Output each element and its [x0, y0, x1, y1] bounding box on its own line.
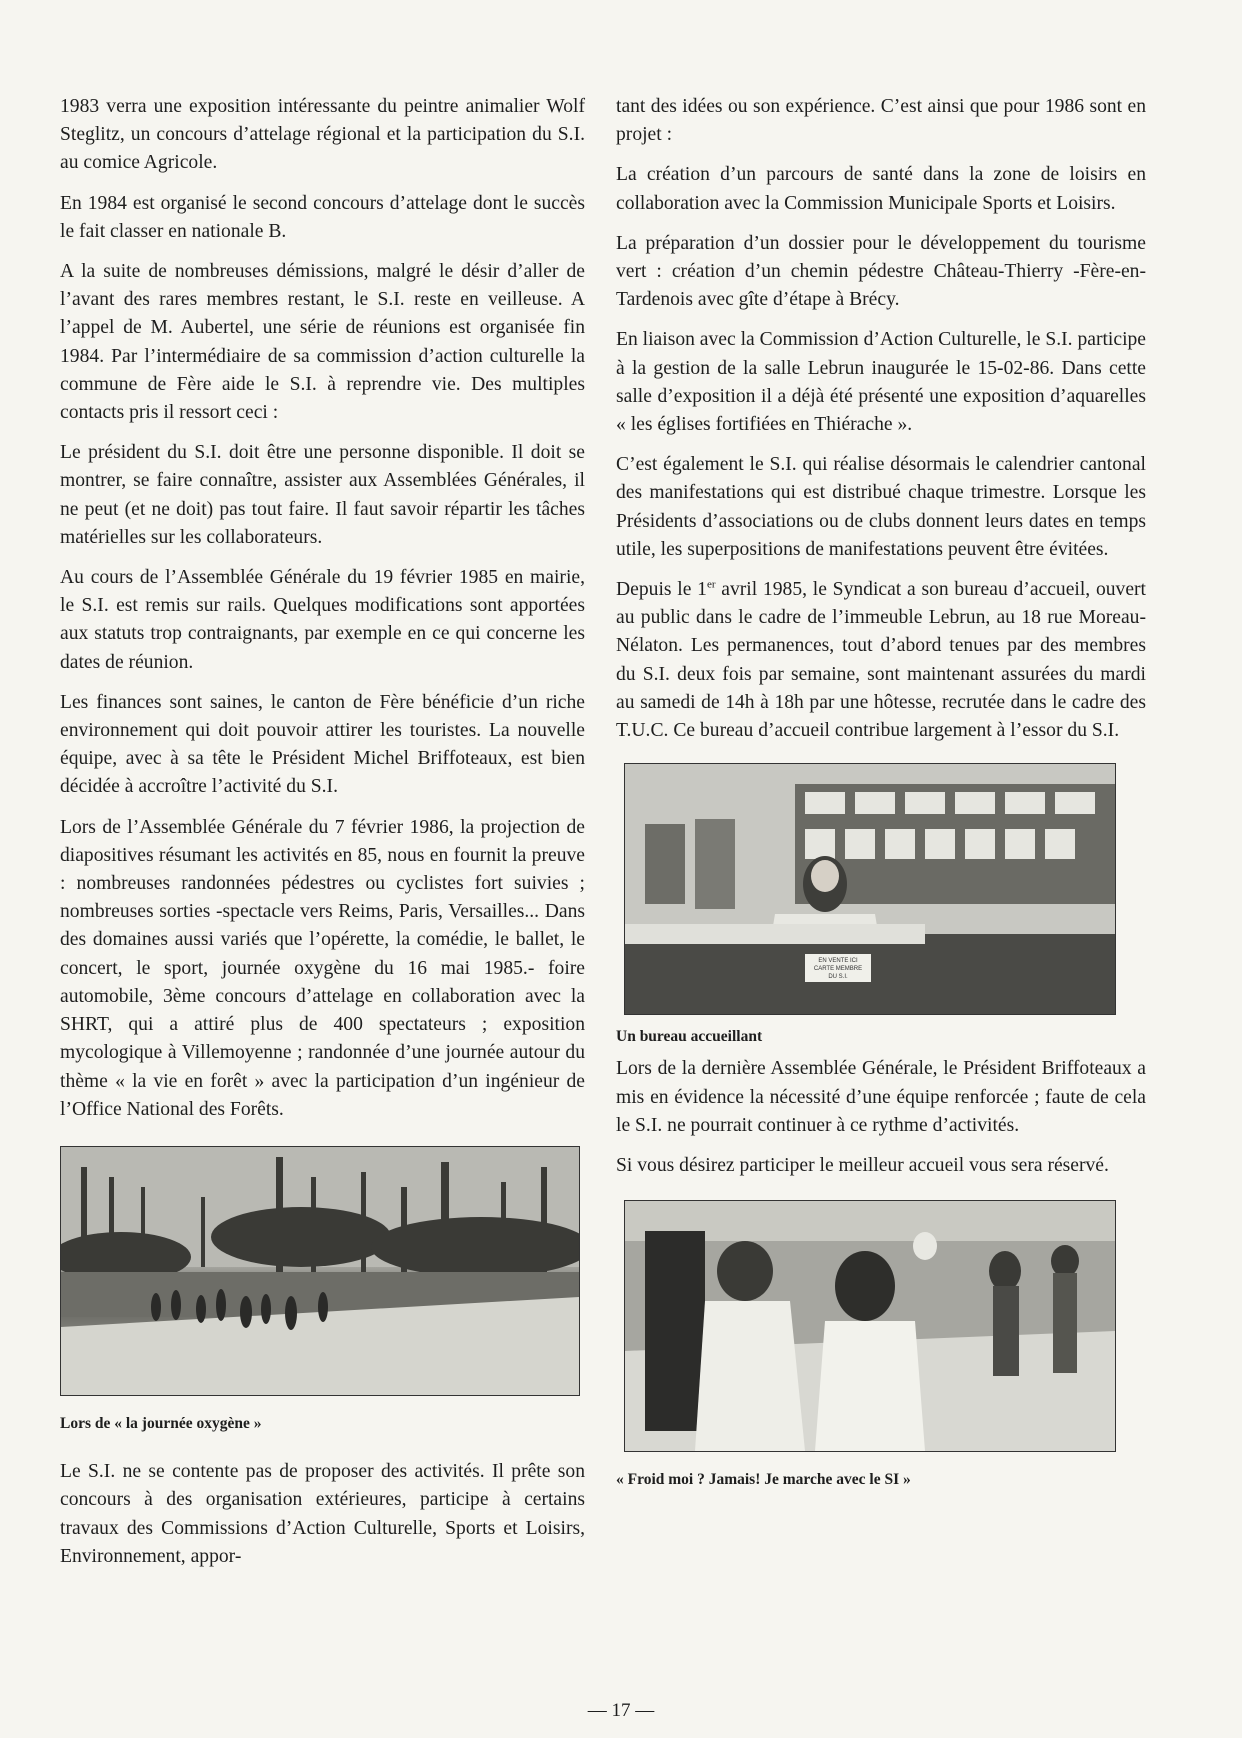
- paragraph: [616, 576, 1146, 745]
- sign-line: DU S.I.: [828, 974, 848, 981]
- paragraph: Le président du S.I. doit être une personne disponible. Il doit se montrer, se faire connaître, assister aux Assemblées Générales, il ne peut (et ne doit) pas tout faire. Il faut savoir répartir les tâches matérielles sur les collaborateurs.: [60, 442, 585, 548]
- paragraph: La création d’un parcours de santé dans la zone de loisirs en collaboration avec la Commission Municipale Sports et Loisirs.: [616, 164, 1146, 214]
- paragraph: Si vous désirez participer le meilleur accueil vous sera réservé.: [616, 1155, 1109, 1177]
- photo-journee-oxygene: [60, 1146, 580, 1396]
- paragraph: Lors de la dernière Assemblée Générale, le Président Briffoteaux a mis en évidence la nécessité d’une équipe renforcée ; faute de cela le S.I. ne pourrait continuer à ce rythme d’activités.: [616, 1058, 1146, 1136]
- text-span: avril 1985, le Syndicat a son bureau d’accueil, ouvert au public dans le cadre de l’immeuble Lebrun, au 18 rue Moreau-Nélaton. Les permanences, tout d’abord tenues par des membres du S.I. deux fois par semaine, sont maintenant assurées du mardi au samedi de 14h à 18h par une hôtesse, recrutée dans le cadre des T.U.C. Ce bureau d’accueil contribue largement à l’essor du S.I.: [616, 579, 1146, 742]
- left-column: [60, 93, 585, 1583]
- paragraph: Les finances sont saines, le canton de Fère bénéficie d’un riche environnement qui doit pouvoir attirer les touristes. La nouvelle équipe, avec à sa tête le Président Michel Briffoteaux, est bien décidée à accroître l’activité du S.I.: [60, 691, 585, 798]
- right-column: [616, 93, 1146, 1494]
- paragraph: C’est également le S.I. qui réalise désormais le calendrier cantonal des manifestations qui est distribué chaque trimestre. Lorsque les Présidents d’associations ou de clubs donnent leurs dates en temps utile, les superpositions de manifestations peuvent être évitées.: [616, 454, 1146, 560]
- photo-oxygene-art: [61, 1147, 579, 1395]
- sign-line: EN VENTE ICI: [818, 958, 858, 965]
- page-number: — 17 —: [587, 1700, 655, 1721]
- photo-caption: « Froid moi ? Jamais! Je marche avec le SI »: [616, 1471, 911, 1489]
- superscript: er: [706, 578, 716, 591]
- paragraph: Au cours de l’Assemblée Générale du 19 février 1985 en mairie, le S.I. est remis sur rails. Quelques modifications sont apportées aux statuts trop contraignants, par exemple en ce qui concerne les dates de réunion.: [60, 567, 585, 673]
- photo-bureau-art: [625, 764, 1115, 1014]
- paragraph: 1983 verra une exposition intéressante du peintre animalier Wolf Steglitz, un concours d’attelage régional et la participation du S.I. au comice Agricole.: [60, 96, 585, 174]
- paragraph: tant des idées ou son expérience. C’est ainsi que pour 1986 sont en projet :: [616, 96, 1146, 146]
- sign-line: CARTE MEMBRE: [813, 966, 863, 973]
- paragraph: Lors de l’Assemblée Générale du 7 février 1986, la projection de diapositives résumant les activités en 85, nous en fournit la preuve : nombreuses randonnées pédestres ou cyclistes fort suivies ; nombreuses sorties -spectacle vers Reims, Paris, Versailles... Dans des domaines aussi variés que l’opérette, la comédie, le ballet, le concert, le sport, journée oxygène du 16 mai 1985.- foire automobile, 3ème concours d’attelage en collaboration avec la SHRT, qui a attiré plus de 400 spectateurs ; exposition mycologique à Villemoyenne ; randonnée d’une journée autour du thème « la vie en forêt » avec la participation d’un ingénieur de l’Office National des Forêts.: [60, 816, 585, 1120]
- text-span: Depuis le 1: [616, 579, 707, 601]
- photo-froid-art: [625, 1201, 1115, 1451]
- paragraph: La préparation d’un dossier pour le développement du tourisme vert : création d’un chemin pédestre Château-Thierry -Fère-en-Tardenois avec gîte d’étape à Brécy.: [616, 232, 1146, 311]
- paragraph: A la suite de nombreuses démissions, malgré le désir d’aller de l’avant des rares membres restant, le S.I. reste en veilleuse. A l’appel de M. Aubertel, une série de réunions est organisée fin 1984. Par l’intermédiaire de sa commission d’action culturelle la commune de Fère aide le S.I. à reprendre vie. Des multiples contacts pris il ressort ceci :: [60, 261, 585, 424]
- paragraph: En liaison avec la Commission d’Action Culturelle, le S.I. participe à la gestion de la salle Lebrun inaugurée le 15-02-86. Dans cette salle d’exposition il a déjà été présenté une exposition d’aquarelles « les églises fortifiées en Thiérache ».: [616, 329, 1147, 436]
- photo-caption: Un bureau accueillant: [616, 1028, 763, 1046]
- photo-caption: Lors de « la journée oxygène »: [60, 1414, 262, 1432]
- paragraph: En 1984 est organisé le second concours d’attelage dont le succès le fait classer en nationale B.: [60, 192, 585, 242]
- paragraph: Le S.I. ne se contente pas de proposer des activités. Il prête son concours à des organisation extérieures, participe à certains travaux des Commissions d’Action Culturelle, Sports et Loisirs, Environnement, appor-: [60, 1461, 585, 1567]
- photo-froid: [624, 1200, 1116, 1452]
- photo-bureau: [624, 763, 1116, 1015]
